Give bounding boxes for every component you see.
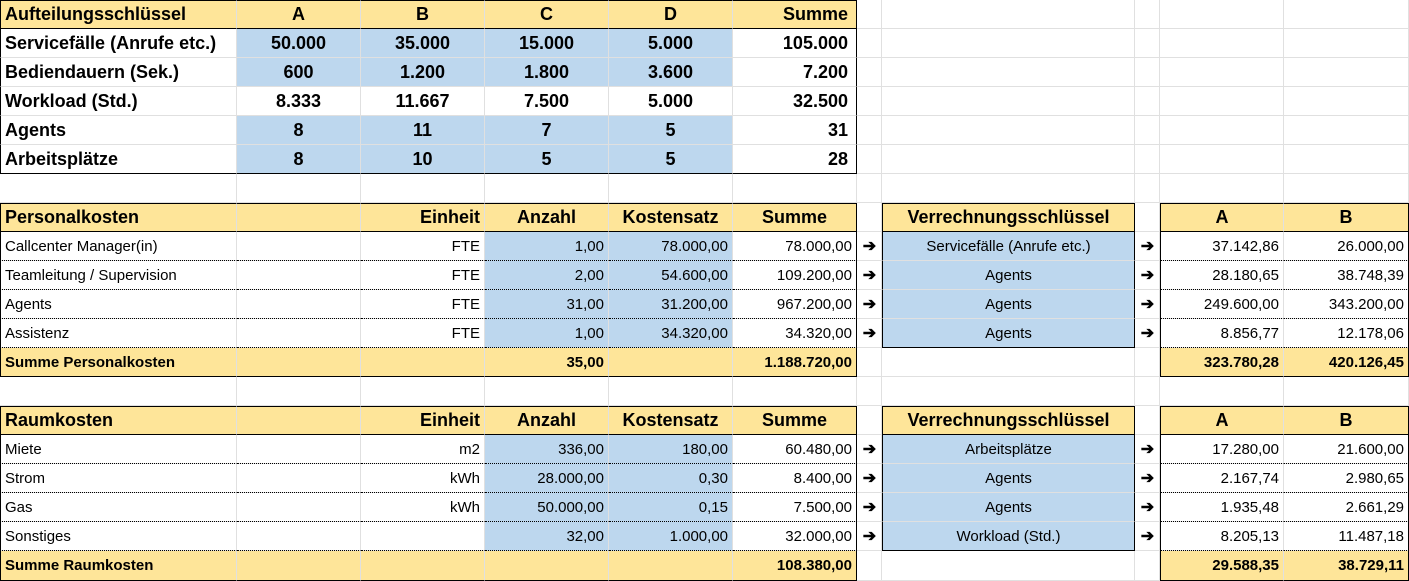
anzahl-input[interactable]: 336,00 (485, 435, 609, 464)
unit-cell[interactable]: FTE (361, 319, 485, 348)
grid-cell[interactable] (882, 174, 1135, 203)
grid-cell[interactable] (1160, 174, 1284, 203)
anzahl-input[interactable]: 32,00 (485, 522, 609, 551)
total-label[interactable]: Summe Personalkosten (0, 348, 237, 377)
summe-cell[interactable]: 8.400,00 (733, 464, 857, 493)
total-spacer[interactable] (237, 348, 361, 377)
alloc-b-cell[interactable]: 21.600,00 (1284, 435, 1409, 464)
total-spacer[interactable] (361, 348, 485, 377)
cost-item-label[interactable]: Teamleitung / Supervision (0, 261, 237, 290)
summe-cell[interactable]: 967.200,00 (733, 290, 857, 319)
grid-cell[interactable] (1284, 145, 1409, 174)
table-cell[interactable]: 11.667 (361, 87, 485, 116)
empty-cell[interactable] (237, 319, 361, 348)
grid-cell[interactable] (1160, 116, 1284, 145)
grid-cell[interactable] (882, 58, 1135, 87)
alloc-a-cell[interactable]: 17.280,00 (1160, 435, 1284, 464)
grid-cell[interactable] (1135, 203, 1160, 232)
top-col-header[interactable]: C (485, 0, 609, 29)
top-col-header[interactable]: Summe (733, 0, 857, 29)
table-cell[interactable]: 8 (237, 116, 361, 145)
summe-cell[interactable]: 60.480,00 (733, 435, 857, 464)
summe-cell[interactable]: 78.000,00 (733, 232, 857, 261)
table-cell[interactable]: 11 (361, 116, 485, 145)
unit-cell[interactable]: m2 (361, 435, 485, 464)
anzahl-input[interactable]: 31,00 (485, 290, 609, 319)
unit-cell[interactable]: kWh (361, 493, 485, 522)
alloc-a-cell[interactable]: 8.856,77 (1160, 319, 1284, 348)
row-label[interactable]: Bediendauern (Sek.) (0, 58, 237, 87)
grid-cell[interactable] (733, 377, 857, 406)
unit-cell[interactable]: FTE (361, 261, 485, 290)
grid-cell[interactable] (1160, 145, 1284, 174)
col-header-kostensatz[interactable]: Kostensatz (609, 203, 733, 232)
grid-cell[interactable] (1284, 87, 1409, 116)
alloc-a-cell[interactable]: 249.600,00 (1160, 290, 1284, 319)
grid-cell[interactable] (1160, 0, 1284, 29)
grid-cell[interactable] (361, 174, 485, 203)
arrow-right-icon[interactable]: ➔ (1135, 290, 1160, 319)
table-cell[interactable]: 32.500 (733, 87, 857, 116)
grid-cell[interactable] (857, 348, 882, 377)
grid-cell[interactable] (857, 174, 882, 203)
arrow-right-icon[interactable]: ➔ (857, 261, 882, 290)
alloc-total-a[interactable]: 29.588,35 (1160, 551, 1284, 581)
grid-cell[interactable] (609, 174, 733, 203)
arrow-right-icon[interactable]: ➔ (857, 464, 882, 493)
table-cell[interactable]: 7.500 (485, 87, 609, 116)
alloc-b-cell[interactable]: 2.980,65 (1284, 464, 1409, 493)
grid-cell[interactable] (1284, 29, 1409, 58)
col-header-einheit[interactable]: Einheit (361, 203, 485, 232)
alloc-b-cell[interactable]: 26.000,00 (1284, 232, 1409, 261)
col-header-kostensatz[interactable]: Kostensatz (609, 406, 733, 435)
arrow-right-icon[interactable]: ➔ (857, 522, 882, 551)
grid-cell[interactable] (1135, 87, 1160, 116)
summe-cell[interactable]: 7.500,00 (733, 493, 857, 522)
arrow-right-icon[interactable]: ➔ (1135, 232, 1160, 261)
arrow-right-icon[interactable]: ➔ (857, 319, 882, 348)
row-label[interactable]: Servicefälle (Anrufe etc.) (0, 29, 237, 58)
grid-cell[interactable] (1135, 377, 1160, 406)
summe-cell[interactable]: 34.320,00 (733, 319, 857, 348)
table-cell[interactable]: 15.000 (485, 29, 609, 58)
grid-cell[interactable] (1135, 0, 1160, 29)
allocation-key-select[interactable]: Workload (Std.) (882, 522, 1135, 551)
col-header-einheit[interactable]: Einheit (361, 406, 485, 435)
alloc-b-cell[interactable]: 12.178,06 (1284, 319, 1409, 348)
grid-cell[interactable] (1135, 145, 1160, 174)
alloc-a-cell[interactable]: 1.935,48 (1160, 493, 1284, 522)
allocation-key-select[interactable]: Arbeitsplätze (882, 435, 1135, 464)
empty-cell[interactable] (237, 290, 361, 319)
cost-item-label[interactable]: Strom (0, 464, 237, 493)
unit-cell[interactable] (361, 522, 485, 551)
total-anzahl[interactable] (485, 551, 609, 581)
alloc-b-cell[interactable]: 343.200,00 (1284, 290, 1409, 319)
grid-cell[interactable] (1135, 406, 1160, 435)
total-anzahl[interactable]: 35,00 (485, 348, 609, 377)
aufteilungsschluessel-header[interactable]: Aufteilungsschlüssel (0, 0, 237, 29)
grid-cell[interactable] (882, 551, 1135, 581)
cost-item-label[interactable]: Callcenter Manager(in) (0, 232, 237, 261)
grid-cell[interactable] (1160, 29, 1284, 58)
grid-cell[interactable] (1284, 0, 1409, 29)
grid-cell[interactable] (882, 87, 1135, 116)
grid-cell[interactable] (857, 29, 882, 58)
grid-cell[interactable] (485, 174, 609, 203)
header-spacer[interactable] (237, 406, 361, 435)
total-label[interactable]: Summe Raumkosten (0, 551, 237, 581)
col-header-anzahl[interactable]: Anzahl (485, 406, 609, 435)
unit-cell[interactable]: kWh (361, 464, 485, 493)
table-cell[interactable]: 7.200 (733, 58, 857, 87)
grid-cell[interactable] (1160, 87, 1284, 116)
alloc-header-b[interactable]: B (1284, 406, 1409, 435)
total-summe[interactable]: 108.380,00 (733, 551, 857, 581)
alloc-header-a[interactable]: A (1160, 406, 1284, 435)
grid-cell[interactable] (0, 377, 237, 406)
grid-cell[interactable] (857, 58, 882, 87)
grid-cell[interactable] (1135, 348, 1160, 377)
total-spacer[interactable] (609, 348, 733, 377)
row-label[interactable]: Agents (0, 116, 237, 145)
grid-cell[interactable] (857, 203, 882, 232)
arrow-right-icon[interactable]: ➔ (1135, 464, 1160, 493)
arrow-right-icon[interactable]: ➔ (1135, 261, 1160, 290)
empty-cell[interactable] (237, 464, 361, 493)
grid-cell[interactable] (882, 116, 1135, 145)
alloc-b-cell[interactable]: 11.487,18 (1284, 522, 1409, 551)
col-header-summe[interactable]: Summe (733, 406, 857, 435)
allocation-key-select[interactable]: Agents (882, 261, 1135, 290)
grid-cell[interactable] (1135, 174, 1160, 203)
kostensatz-input[interactable]: 180,00 (609, 435, 733, 464)
arrow-right-icon[interactable]: ➔ (1135, 493, 1160, 522)
table-cell[interactable]: 3.600 (609, 58, 733, 87)
grid-cell[interactable] (1284, 58, 1409, 87)
kostensatz-input[interactable]: 78.000,00 (609, 232, 733, 261)
grid-cell[interactable] (0, 174, 237, 203)
alloc-a-cell[interactable]: 37.142,86 (1160, 232, 1284, 261)
grid-cell[interactable] (882, 145, 1135, 174)
grid-cell[interactable] (882, 0, 1135, 29)
row-label[interactable]: Arbeitsplätze (0, 145, 237, 174)
allocation-key-select[interactable]: Agents (882, 319, 1135, 348)
table-cell[interactable]: 50.000 (237, 29, 361, 58)
table-cell[interactable]: 35.000 (361, 29, 485, 58)
grid-cell[interactable] (857, 116, 882, 145)
raum-title[interactable]: Raumkosten (0, 406, 237, 435)
table-cell[interactable]: 31 (733, 116, 857, 145)
cost-item-label[interactable]: Sonstiges (0, 522, 237, 551)
col-header-summe[interactable]: Summe (733, 203, 857, 232)
alloc-b-cell[interactable]: 38.748,39 (1284, 261, 1409, 290)
arrow-right-icon[interactable]: ➔ (1135, 319, 1160, 348)
kostensatz-input[interactable]: 1.000,00 (609, 522, 733, 551)
grid-cell[interactable] (882, 377, 1135, 406)
grid-cell[interactable] (882, 29, 1135, 58)
arrow-right-icon[interactable]: ➔ (1135, 435, 1160, 464)
verrechnungsschluessel-header[interactable]: Verrechnungsschlüssel (882, 406, 1135, 435)
grid-cell[interactable] (1284, 116, 1409, 145)
grid-cell[interactable] (857, 551, 882, 581)
grid-cell[interactable] (485, 377, 609, 406)
anzahl-input[interactable]: 1,00 (485, 232, 609, 261)
allocation-key-select[interactable]: Agents (882, 464, 1135, 493)
arrow-right-icon[interactable]: ➔ (857, 232, 882, 261)
arrow-right-icon[interactable]: ➔ (857, 435, 882, 464)
cost-item-label[interactable]: Agents (0, 290, 237, 319)
cost-item-label[interactable]: Gas (0, 493, 237, 522)
summe-cell[interactable]: 32.000,00 (733, 522, 857, 551)
table-cell[interactable]: 600 (237, 58, 361, 87)
arrow-right-icon[interactable]: ➔ (857, 290, 882, 319)
alloc-total-b[interactable]: 38.729,11 (1284, 551, 1409, 581)
grid-cell[interactable] (857, 377, 882, 406)
table-cell[interactable]: 5.000 (609, 29, 733, 58)
kostensatz-input[interactable]: 54.600,00 (609, 261, 733, 290)
kostensatz-input[interactable]: 34.320,00 (609, 319, 733, 348)
grid-cell[interactable] (1135, 116, 1160, 145)
top-col-header[interactable]: B (361, 0, 485, 29)
row-label[interactable]: Workload (Std.) (0, 87, 237, 116)
anzahl-input[interactable]: 2,00 (485, 261, 609, 290)
unit-cell[interactable]: FTE (361, 232, 485, 261)
grid-cell[interactable] (1135, 58, 1160, 87)
grid-cell[interactable] (857, 87, 882, 116)
anzahl-input[interactable]: 1,00 (485, 319, 609, 348)
alloc-total-a[interactable]: 323.780,28 (1160, 348, 1284, 377)
verrechnungsschluessel-header[interactable]: Verrechnungsschlüssel (882, 203, 1135, 232)
grid-cell[interactable] (237, 174, 361, 203)
alloc-header-b[interactable]: B (1284, 203, 1409, 232)
empty-cell[interactable] (237, 522, 361, 551)
empty-cell[interactable] (237, 261, 361, 290)
grid-cell[interactable] (609, 377, 733, 406)
top-col-header[interactable]: A (237, 0, 361, 29)
allocation-key-select[interactable]: Agents (882, 290, 1135, 319)
grid-cell[interactable] (857, 0, 882, 29)
grid-cell[interactable] (1284, 174, 1409, 203)
kostensatz-input[interactable]: 31.200,00 (609, 290, 733, 319)
total-spacer[interactable] (237, 551, 361, 581)
grid-cell[interactable] (857, 406, 882, 435)
cost-item-label[interactable]: Assistenz (0, 319, 237, 348)
table-cell[interactable]: 5 (485, 145, 609, 174)
cost-item-label[interactable]: Miete (0, 435, 237, 464)
allocation-key-select[interactable]: Agents (882, 493, 1135, 522)
alloc-a-cell[interactable]: 2.167,74 (1160, 464, 1284, 493)
top-col-header[interactable]: D (609, 0, 733, 29)
alloc-a-cell[interactable]: 28.180,65 (1160, 261, 1284, 290)
table-cell[interactable]: 105.000 (733, 29, 857, 58)
table-cell[interactable]: 5 (609, 145, 733, 174)
table-cell[interactable]: 1.200 (361, 58, 485, 87)
table-cell[interactable]: 28 (733, 145, 857, 174)
empty-cell[interactable] (237, 493, 361, 522)
kostensatz-input[interactable]: 0,30 (609, 464, 733, 493)
personal-title[interactable]: Personalkosten (0, 203, 237, 232)
table-cell[interactable]: 8.333 (237, 87, 361, 116)
total-summe[interactable]: 1.188.720,00 (733, 348, 857, 377)
alloc-b-cell[interactable]: 2.661,29 (1284, 493, 1409, 522)
grid-cell[interactable] (1135, 551, 1160, 581)
grid-cell[interactable] (857, 145, 882, 174)
alloc-total-b[interactable]: 420.126,45 (1284, 348, 1409, 377)
table-cell[interactable]: 8 (237, 145, 361, 174)
arrow-right-icon[interactable]: ➔ (1135, 522, 1160, 551)
col-header-anzahl[interactable]: Anzahl (485, 203, 609, 232)
empty-cell[interactable] (237, 232, 361, 261)
alloc-header-a[interactable]: A (1160, 203, 1284, 232)
table-cell[interactable]: 5.000 (609, 87, 733, 116)
grid-cell[interactable] (882, 348, 1135, 377)
total-spacer[interactable] (609, 551, 733, 581)
anzahl-input[interactable]: 28.000,00 (485, 464, 609, 493)
grid-cell[interactable] (237, 377, 361, 406)
grid-cell[interactable] (1160, 377, 1284, 406)
table-cell[interactable]: 5 (609, 116, 733, 145)
grid-cell[interactable] (1284, 377, 1409, 406)
grid-cell[interactable] (361, 377, 485, 406)
anzahl-input[interactable]: 50.000,00 (485, 493, 609, 522)
summe-cell[interactable]: 109.200,00 (733, 261, 857, 290)
unit-cell[interactable]: FTE (361, 290, 485, 319)
grid-cell[interactable] (733, 174, 857, 203)
grid-cell[interactable] (1135, 29, 1160, 58)
table-cell[interactable]: 10 (361, 145, 485, 174)
total-spacer[interactable] (361, 551, 485, 581)
arrow-right-icon[interactable]: ➔ (857, 493, 882, 522)
table-cell[interactable]: 7 (485, 116, 609, 145)
alloc-a-cell[interactable]: 8.205,13 (1160, 522, 1284, 551)
grid-cell[interactable] (1160, 58, 1284, 87)
table-cell[interactable]: 1.800 (485, 58, 609, 87)
kostensatz-input[interactable]: 0,15 (609, 493, 733, 522)
empty-cell[interactable] (237, 435, 361, 464)
allocation-key-select[interactable]: Servicefälle (Anrufe etc.) (882, 232, 1135, 261)
header-spacer[interactable] (237, 203, 361, 232)
